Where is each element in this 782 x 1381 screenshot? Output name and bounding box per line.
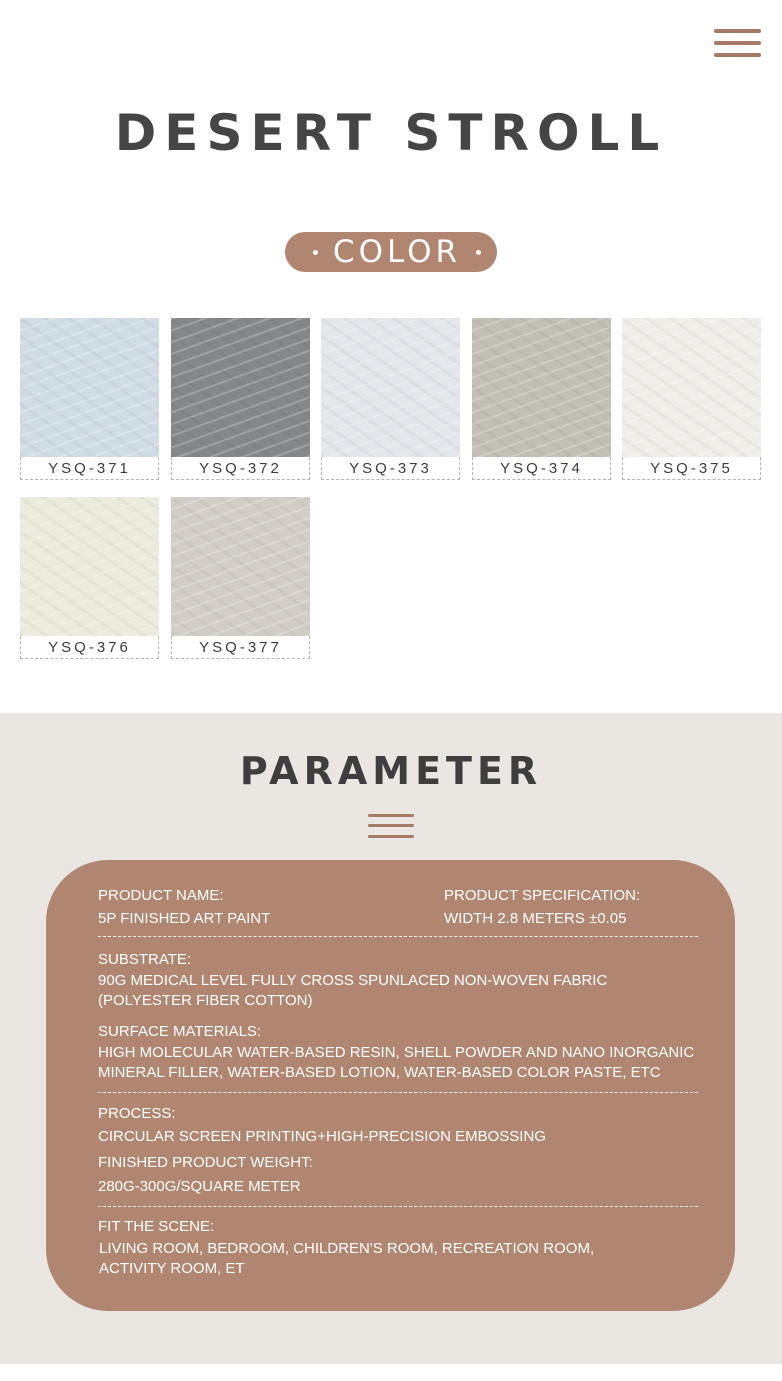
dashed-divider [98,1206,698,1207]
page-title: DESERT STROLL [114,104,668,162]
dot-icon [476,250,481,255]
substrate-value-line2: (POLYESTER FIBER COTTON) [98,992,313,1009]
surface-materials-label: SURFACE MATERIALS: [98,1023,262,1040]
divider-line [368,835,414,838]
hamburger-menu-icon[interactable] [714,28,761,58]
divider-line [368,824,414,827]
swatch-code: YSQ-374 [500,460,583,477]
lines-icon [368,813,414,839]
menu-line [714,53,761,57]
swatch-texture [622,318,761,457]
divider-line [368,814,414,817]
swatch-code: YSQ-375 [650,460,733,477]
menu-line [714,29,761,33]
color-swatch-ysq-375[interactable] [622,318,761,480]
color-swatch-ysq-372[interactable] [171,318,310,480]
color-swatch-ysq-376[interactable] [20,497,159,659]
parameter-title: PARAMETER [239,749,543,793]
weight-label: FINISHED PRODUCT WEIGHT: [98,1154,313,1171]
swatch-code: YSQ-377 [199,639,282,656]
color-section-badge [285,232,497,272]
color-swatch-ysq-374[interactable] [472,318,611,480]
swatch-texture [171,318,310,457]
dashed-divider [98,936,698,937]
product-spec-label: PRODUCT SPECIFICATION: [444,887,641,904]
process-label: PROCESS: [98,1105,176,1122]
color-section-label: COLOR [332,234,462,270]
swatch-code: YSQ-376 [48,639,131,656]
product-name-label: PRODUCT NAME: [98,887,224,904]
color-swatch-ysq-377[interactable] [171,497,310,659]
fit-scene-label: FIT THE SCENE: [98,1218,215,1235]
swatch-code: YSQ-372 [199,460,282,477]
dot-icon [313,250,318,255]
process-value: CIRCULAR SCREEN PRINTING+HIGH-PRECISION EMBOSSING [98,1128,546,1145]
color-swatch-ysq-373[interactable] [321,318,460,480]
swatch-texture [20,497,159,636]
weight-value: 280G-300G/SQUARE METER [98,1178,301,1195]
surface-materials-line2: MINERAL FILLER, WATER-BASED LOTION, WATER-BASED COLOR PASTE, ETC [98,1064,661,1081]
substrate-value-line1: 90G MEDICAL LEVEL FULLY CROSS SPUNLACED NON-WOVEN FABRIC [98,972,608,989]
swatch-texture [321,318,460,457]
product-name-value: 5P FINISHED ART PAINT [98,910,271,927]
swatch-code: YSQ-371 [48,460,131,477]
fit-scene-line2: ACTIVITY ROOM, ET [99,1260,245,1277]
product-spec-value: WIDTH 2.8 METERS ±0.05 [444,910,627,927]
swatch-code: YSQ-373 [349,460,432,477]
fit-scene-line1: LIVING ROOM, BEDROOM, CHILDREN'S ROOM, RECREATION ROOM, [99,1240,595,1257]
substrate-label: SUBSTRATE: [98,951,192,968]
parameter-section [0,713,782,1364]
swatch-texture [20,318,159,457]
menu-line [714,41,761,45]
dashed-divider [98,1092,698,1093]
parameter-card [46,860,735,1311]
surface-materials-line1: HIGH MOLECULAR WATER-BASED RESIN, SHELL POWDER AND NANO INORGANIC [98,1044,695,1061]
swatch-texture [472,318,611,457]
swatch-texture [171,497,310,636]
color-swatch-ysq-371[interactable] [20,318,159,480]
